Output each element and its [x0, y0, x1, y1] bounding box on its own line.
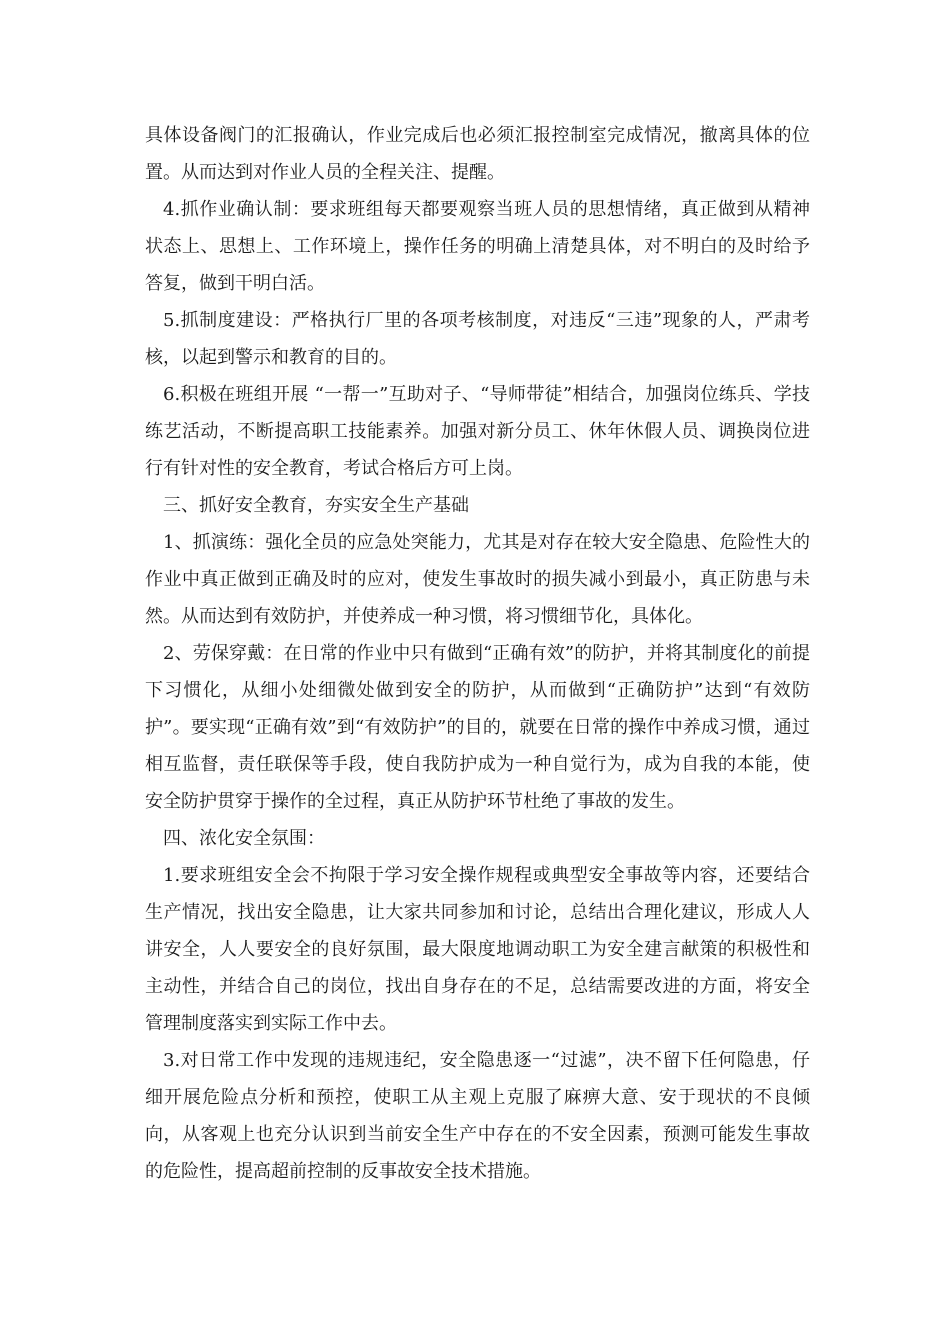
paragraph-drill: 1、抓演练：强化全员的应急处突能力，尤其是对存在较大安全隐患、危险性大的作业中真正做到正确及时的应对，使发生事故时的损失减小到最小，真正防患与未然。从而达到有效防护，并使养成一种习惯，将习惯细节化，具体化。	[145, 532, 810, 627]
paragraph-item-5: 5.抓制度建设：严格执行厂里的各项考核制度，对违反“三违”现象的人，严肃考核，以起到警示和教育的目的。	[145, 310, 810, 368]
paragraph-continuation: 具体设备阀门的汇报确认，作业完成后也必须汇报控制室完成情况，撤离具体的位置。从而达到对作业人员的全程关注、提醒。	[145, 125, 810, 183]
paragraph-item-6: 6.积极在班组开展 “一帮一”互助对子、“导师带徒”相结合，加强岗位练兵、学技练艺活动，不断提高职工技能素养。加强对新分员工、休年休假人员、调换岗位进行有针对性的安全教育，考试合格后方可上岗。	[145, 384, 810, 479]
paragraph-hazard-filter: 3.对日常工作中发现的违规违纪，安全隐患逐一“过滤”，决不留下任何隐患，仔细开展危险点分析和预控，使职工从主观上克服了麻痹大意、安于现状的不良倾向，从客观上也充分认识到当前安全生产中存在的不安全因素，预测可能发生事故的危险性，提高超前控制的反事故安全技术措施。	[145, 1050, 810, 1182]
section-heading-4: 四、浓化安全氛围：	[163, 828, 325, 849]
paragraph-protective-gear: 2、劳保穿戴：在日常的作业中只有做到“正确有效”的防护，并将其制度化的前提下习惯化，从细小处细微处做到安全的防护，从而做到“正确防护”达到“有效防护”。要实现“正确有效”到“有效防护”的目的，就要在日常的操作中养成习惯，通过相互监督，责任联保等手段，使自我防护成为一种自觉行为，成为自我的本能，使安全防护贯穿于操作的全过程，真正从防护环节杜绝了事故的发生。	[145, 643, 810, 812]
paragraph-item-4: 4.抓作业确认制：要求班组每天都要观察当班人员的思想情绪，真正做到从精神状态上、思想上、工作环境上，操作任务的明确上清楚具体，对不明白的及时给予答复，做到干明白活。	[145, 199, 810, 294]
document-body	[145, 117, 810, 1190]
section-heading-3: 三、抓好安全教育，夯实安全生产基础	[163, 495, 469, 516]
paragraph-safety-meeting: 1.要求班组安全会不拘限于学习安全操作规程或典型安全事故等内容，还要结合生产情况，找出安全隐患，让大家共同参加和讨论，总结出合理化建议，形成人人讲安全，人人要安全的良好氛围，最大限度地调动职工为安全建言献策的积极性和主动性，并结合自己的岗位，找出自身存在的不足，总结需要改进的方面，将安全管理制度落实到实际工作中去。	[145, 865, 810, 1034]
